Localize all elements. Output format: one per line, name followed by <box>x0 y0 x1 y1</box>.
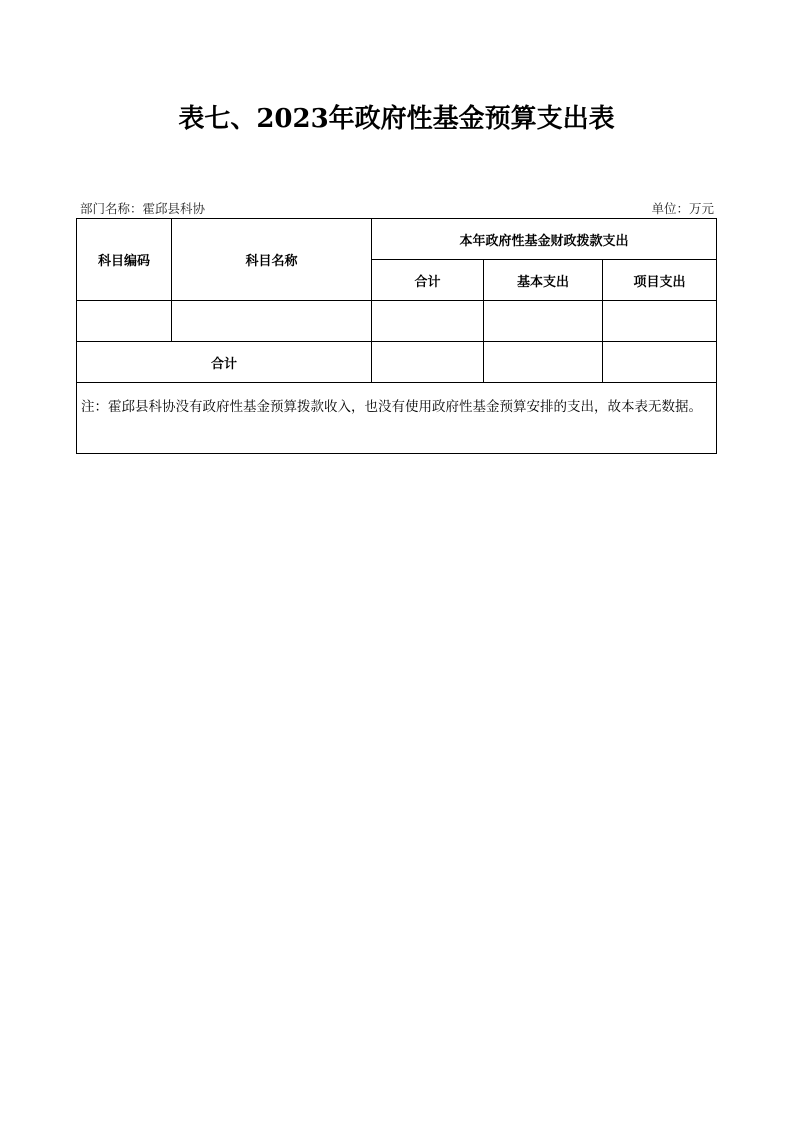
department-name: 部门名称：霍邱县科协 <box>80 201 206 216</box>
unit-label: 单位：万元 <box>651 201 714 216</box>
table-note: 注：霍邱县科协没有政府性基金预算拨款收入，也没有使用政府性基金预算安排的支出，故本表无数据。 <box>77 383 717 454</box>
cell-name <box>172 301 372 342</box>
header-total: 合计 <box>372 260 484 301</box>
header-row-1 <box>77 219 717 260</box>
note-row <box>77 383 717 454</box>
cell-project <box>603 301 717 342</box>
total-label: 合计 <box>77 342 372 383</box>
cell-basic <box>484 301 603 342</box>
total-cell-project <box>603 342 717 383</box>
table-row <box>77 301 717 342</box>
page-title: 表七、2023年政府性基金预算支出表 <box>178 104 615 134</box>
header-project-expenditure: 项目支出 <box>603 260 717 301</box>
header-subject-name: 科目名称 <box>172 219 372 301</box>
header-fund-expenditure: 本年政府性基金财政拨款支出 <box>372 219 717 260</box>
cell-code <box>77 301 172 342</box>
total-cell-basic <box>484 342 603 383</box>
header-subject-code: 科目编码 <box>77 219 172 301</box>
header-basic-expenditure: 基本支出 <box>484 260 603 301</box>
total-row <box>77 342 717 383</box>
total-cell-total <box>372 342 484 383</box>
cell-total <box>372 301 484 342</box>
budget-table <box>76 218 717 454</box>
